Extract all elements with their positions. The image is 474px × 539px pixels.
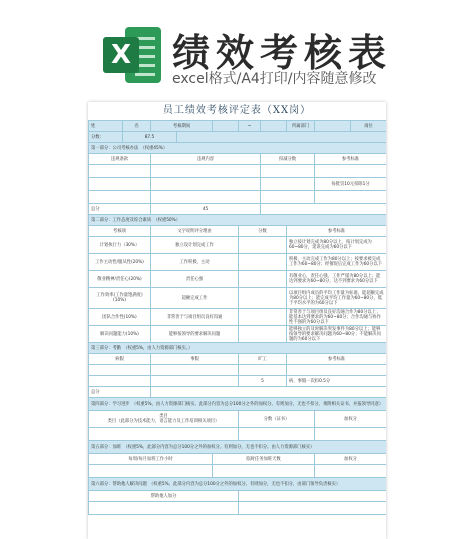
spreadsheet-preview bbox=[88, 102, 386, 539]
info-label: 姓 bbox=[89, 121, 123, 132]
section-3-total: 总分 bbox=[89, 387, 387, 398]
info-cell[interactable] bbox=[261, 121, 287, 132]
section-4-header: 类目 类目（此部分为技术能力、语言能力及工作培训相关项目） 分数（证书） 加权分 bbox=[89, 411, 387, 428]
section-3-header: 病假 事假 旷工 参考标准 bbox=[89, 354, 387, 365]
table-row: 敬业精神/责任心(20%) 责任心强 有敬业心，责任心强，工作严谨为80分以上；能达到要求为60~80分，达不到要求为60分以下 bbox=[89, 271, 387, 288]
info-row bbox=[89, 121, 387, 132]
info-label: 考核期间 bbox=[151, 121, 213, 132]
info-label: 名 bbox=[123, 121, 151, 132]
info-label: ~ bbox=[239, 121, 261, 132]
excel-letter: X bbox=[103, 37, 139, 73]
table-row: 计划执行力（30%） 独立设计划完成工作 独立按计划完成为80分以上，按计划完成为60~80分，延误完成为60分以下 bbox=[89, 237, 387, 254]
section-1-total: 总分 45 bbox=[89, 204, 387, 215]
section-6-title: 第六部分：帮助他人解决问题 （权重5%，此部分内容为总分100分之外的加权分。有则加分，无也不扣分，由部门领导负责核实） bbox=[89, 478, 387, 491]
excel-icon bbox=[103, 27, 161, 83]
score-value: 87.5 bbox=[123, 132, 177, 143]
section-5-title: 第五部分：加班 （权重5%，此部分内容为总分100分之外的加权分。有则加分，无也不扣分。由人力资源部门核实） bbox=[89, 441, 387, 454]
table-row bbox=[89, 502, 387, 515]
table-row bbox=[89, 428, 387, 441]
table-row: 5 病、事假一次扣0.5分 bbox=[89, 376, 387, 387]
info-label: 所属部门 bbox=[287, 121, 315, 132]
section-1-title: 第一部分：公司考核办法 （权重45%） bbox=[89, 143, 387, 154]
info-cell[interactable] bbox=[213, 121, 239, 132]
table-row: 团队合作性(10%) 非常善于与项目组员良好沟通 非常善于与项目组员良好沟通合作为80分以上；能基本达到要求的为60~80分；合作沟通与协作性不强的为60分以下 bbox=[89, 309, 387, 326]
table-row bbox=[89, 165, 387, 178]
table-row: 工作效率(工作量饱满度)(10%) 超额完成工作 以项目组内成员的平均工作量为标准，能超额完成为80分以上；能完成平均工作量为60~80分，低于平均水平的为60分以下 bbox=[89, 288, 387, 309]
banner-title: 绩效考核表 bbox=[172, 31, 393, 75]
table-row bbox=[89, 465, 387, 478]
table-row: 解决问题能力(10%) 能够按领导的要求解决问题 能够独立的及时解决突发事件为80分以上；能够按领导的要求解决问题为60~80分；不能解决问题的为60分以下 bbox=[89, 326, 387, 343]
info-cell[interactable] bbox=[315, 121, 351, 132]
page-header bbox=[0, 0, 474, 96]
section-2-header: 考核项 文字说明评分理由 分数 参考标准 bbox=[89, 226, 387, 237]
document-title: 员工绩效考核评定表（XX岗） bbox=[162, 105, 312, 116]
info-label: 岗位 bbox=[351, 121, 387, 132]
section-4-title: 第四部分：学习进步 （权重5%，由人力资源部门核实。此部分内容为总分100分之外的加权分。有则加分，无也不扣分，须附相关证书，并报领导同意） bbox=[89, 398, 387, 411]
appraisal-table bbox=[88, 120, 386, 515]
table-row: 每批罚10元扣除1分 bbox=[89, 178, 387, 191]
table-row bbox=[89, 191, 387, 204]
section-5-header: 每周/每月加班工作小时 临时任务加班天数 加权分 bbox=[89, 454, 387, 465]
section-3-title: 第三部分：考勤 （权重5%，由人力资源部门核实。） bbox=[89, 343, 387, 354]
banner-subtitle: excel格式/A4打印/内容随意修改 bbox=[172, 71, 377, 87]
section-2-title: 第二部分：工作态度及综合素质 （权重50%） bbox=[89, 215, 387, 226]
section-6-header: 帮助他人加分 bbox=[89, 491, 387, 502]
table-row bbox=[89, 365, 387, 376]
score-row bbox=[89, 132, 387, 143]
section-1-header: 违规条款 违规内容 扣减分数 参考标准 bbox=[89, 154, 387, 165]
table-row: 工作主动性/服从性(20%) 工作积极、主动 积极、主动完成工作为80分以上；按要求被完成工作为60~80分；经催促后完成工作为60分以下 bbox=[89, 254, 387, 271]
score-label: 分数: bbox=[89, 132, 123, 143]
